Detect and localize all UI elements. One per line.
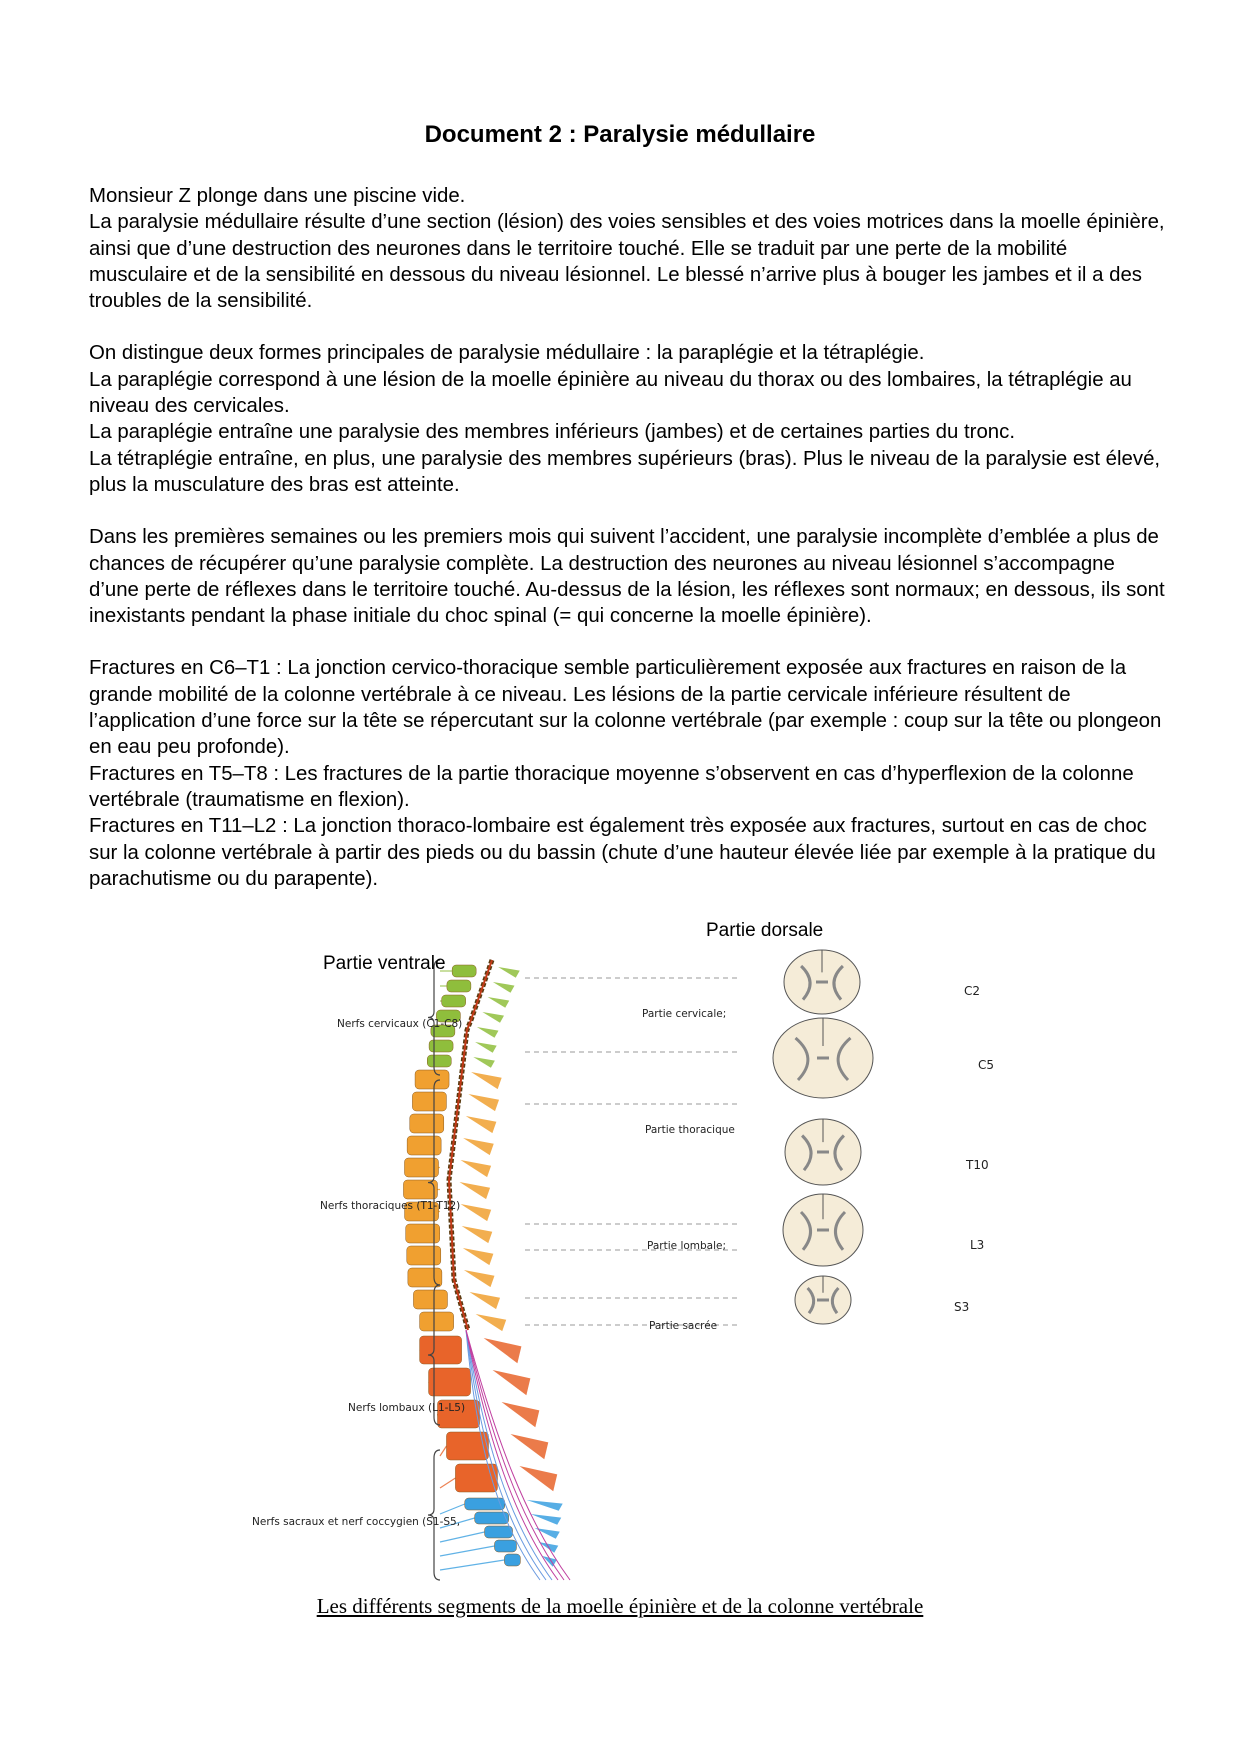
- cross-section-c2: [784, 950, 860, 1014]
- vertebral-body: [410, 1114, 444, 1133]
- paragraph-forms: On distingue deux formes principales de paralysie médullaire : la paraplégie et la tétraplégie.: [89, 342, 925, 365]
- nerve-root: [440, 1504, 465, 1514]
- spinous-process: [471, 1072, 502, 1089]
- spinous-process: [463, 1138, 494, 1155]
- vertebral-body: [403, 1180, 437, 1199]
- spinous-process: [493, 1370, 531, 1395]
- vertebral-body: [452, 965, 476, 977]
- label-thoracic-part: Partie thoracique: [645, 1124, 735, 1136]
- level-label-c2: C2: [964, 984, 981, 998]
- paragraph-intro: Monsieur Z plonge dans une piscine vide.: [89, 185, 466, 207]
- spinous-process: [484, 1338, 522, 1363]
- spinous-process: [473, 1057, 495, 1068]
- label-dorsal: Partie dorsale: [706, 920, 824, 941]
- label-thoracic-nerves: Nerfs thoraciques (T1-T12): [320, 1200, 461, 1212]
- paragraph-paraplegia-effect: La paraplégie entraîne une paralysie des membres inférieurs (jambes) et de certaines parties du tronc.: [89, 421, 1016, 444]
- nerve-root: [440, 1478, 455, 1488]
- spinous-process: [498, 967, 520, 978]
- spinous-process: [476, 1314, 507, 1331]
- vertebral-body: [447, 980, 471, 992]
- label-lumbar-nerves: Nerfs lombaux (L1-L5): [348, 1402, 466, 1414]
- label-lumbar-part: Partie lombale;: [647, 1240, 727, 1252]
- spinous-process: [466, 1116, 497, 1133]
- label-sacral-nerves: Nerfs sacraux et nerf coccygien (S1-S5,: [252, 1516, 461, 1528]
- vertebral-body: [446, 1432, 488, 1460]
- spinous-process: [463, 1248, 494, 1265]
- paragraph-fracture-t11-l2: Fractures en T11–L2 : La jonction thoraco-lombaire est également très exposée aux fractures, surtout en cas de choc sur la colonne vertébrale à partir des pieds ou du bassin (chute d’une hauteur élevée liée par exemple à la pratique du parachutisme ou du parapente).: [89, 815, 1156, 890]
- nerve-root: [440, 1546, 494, 1556]
- spinous-process: [468, 1094, 499, 1111]
- spinous-process: [461, 1160, 492, 1177]
- vertebral-body: [485, 1526, 513, 1538]
- vertebral-body: [413, 1290, 447, 1309]
- figure-caption: Les différents segments de la moelle épinière et de la colonne vertébrale: [316, 1594, 924, 1618]
- vertebral-body: [429, 1040, 453, 1052]
- vertebral-body: [412, 1092, 446, 1111]
- vertebral-body: [429, 1368, 471, 1396]
- vertebral-body: [415, 1070, 449, 1089]
- spinous-process: [462, 1226, 493, 1243]
- paragraph-recovery: Dans les premières semaines ou les premiers mois qui suivent l’accident, une paralysie incomplète d’emblée a plus de chances de récupérer qu’une paralysie complète. La destruction des neurones au niveau lésionnel s’accompagne d’une perte de réflexes dans le territoire touché. Au-dessus de la lésion, les réflexes sont normaux; en dessous, ils sont inexistants pendant la phase initiale du choc spinal (= qui concerne la moelle épinière).: [89, 526, 1165, 628]
- level-label-c5: C5: [978, 1058, 995, 1072]
- level-label-l3: L3: [970, 1238, 985, 1252]
- spinous-process: [482, 1012, 504, 1023]
- spinous-process: [502, 1402, 540, 1427]
- spinous-process: [477, 1027, 499, 1038]
- nerve-root: [440, 1446, 446, 1456]
- paragraph-paraplegia-level: La paraplégie correspond à une lésion de la moelle épinière au niveau du thorax ou des lombaires, la tétraplégie au niveau des cervicales.: [89, 368, 1132, 418]
- nerve-root: [440, 1532, 485, 1542]
- vertebral-body: [504, 1554, 520, 1566]
- segment-dividers: [525, 978, 740, 1325]
- vertebrae: [403, 965, 562, 1567]
- vertebral-body: [420, 1336, 462, 1364]
- spinous-process: [493, 982, 515, 993]
- level-label-t10: T10: [966, 1158, 989, 1172]
- brace-sacral: [428, 1450, 440, 1580]
- paragraph-fracture-t5-t8: Fractures en T5–T8 : Les fractures de la partie thoracique moyenne s’observent en cas d’hyperflexion de la colonne vertébrale (traumatisme en flexion).: [89, 762, 1134, 811]
- label-cervical-nerves: Nerfs cervicaux (C1-C8): [337, 1018, 463, 1030]
- nerve-root: [440, 1560, 504, 1570]
- paragraph-fracture-c6-t1: Fractures en C6–T1 : La jonction cervico-thoracique semble particulièrement exposée aux fractures en raison de la grande mobilité de la colonne vertébrale à ce niveau. Les lésions de la partie cervicale inférieure résultent de l’application d’une force sur la tête se répercutant sur la colonne vertébrale (par exemple : coup sur la tête ou plongeon en eau peu profonde).: [89, 657, 1162, 759]
- level-label-s3: S3: [954, 1300, 970, 1314]
- spinous-process: [510, 1434, 548, 1459]
- vertebral-body: [442, 995, 466, 1007]
- cord-cross-sections: [773, 950, 873, 1324]
- cross-section-t10: [785, 1119, 861, 1185]
- spinous-process: [488, 997, 510, 1008]
- label-ventral: Partie ventrale: [323, 953, 446, 974]
- spinous-process: [464, 1270, 495, 1287]
- cross-section-l3: [783, 1194, 863, 1266]
- spine-figure: [240, 920, 1000, 1595]
- spinous-process: [519, 1466, 557, 1491]
- vertebral-body: [407, 1136, 441, 1155]
- spinous-process: [527, 1500, 563, 1511]
- label-cervical-part: Partie cervicale;: [642, 1008, 727, 1020]
- vertebral-body: [494, 1540, 516, 1552]
- vertebral-body: [427, 1055, 451, 1067]
- cross-section-c5: [773, 1018, 873, 1098]
- paragraph-definition: La paralysie médullaire résulte d’une section (lésion) des voies sensibles et des voies motrices dans la moelle épinière, ainsi que d’une destruction des neurones dans le territoire touché. Elle se traduit par une perte de la mobilité musculaire et de la sensibilité en dessous du niveau lésionnel. Le blessé n’arrive plus à bouger les jambes et il a des troubles de la sensibilité.: [89, 211, 1165, 313]
- cross-section-s3: [795, 1276, 851, 1324]
- spinous-process: [475, 1042, 497, 1053]
- spinous-process: [469, 1292, 500, 1309]
- vertebral-body: [420, 1312, 454, 1331]
- body-text: [89, 183, 1169, 892]
- spinous-process: [459, 1182, 490, 1199]
- spinous-process: [461, 1204, 492, 1221]
- paragraph-tetraplegia-effect: La tétraplégie entraîne, en plus, une paralysie des membres supérieurs (bras). Plus le niveau de la paralysie est élevé, plus la musculature des bras est atteinte.: [89, 447, 1161, 496]
- document-title: Document 2 : Paralysie médullaire: [424, 121, 816, 148]
- label-sacral-part: Partie sacrée: [649, 1320, 718, 1332]
- vertebral-body: [407, 1246, 441, 1265]
